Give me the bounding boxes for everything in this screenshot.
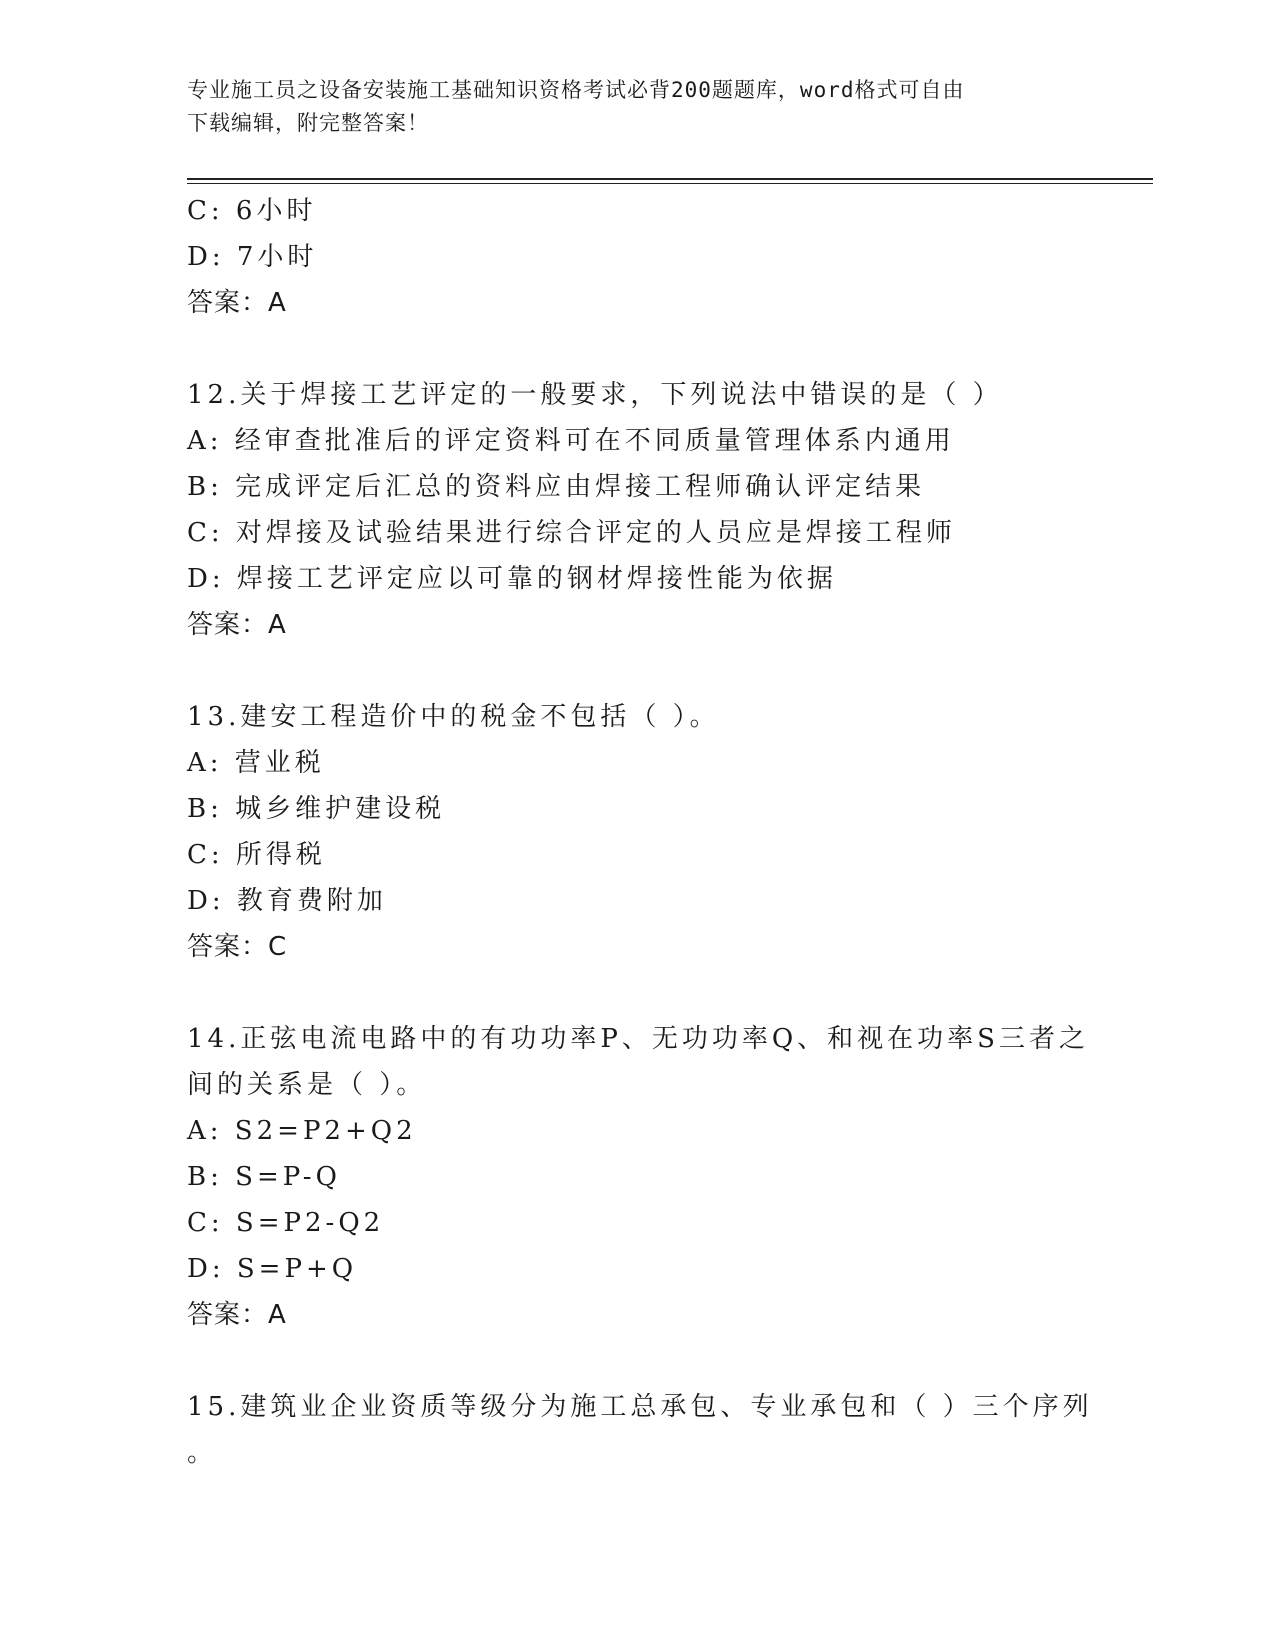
option-a: A: 营业税 [187, 748, 325, 778]
option-a: A: S2=P2+Q2 [187, 1116, 417, 1146]
option-c: C: S=P2-Q2 [187, 1208, 385, 1238]
header-rule-thick [187, 178, 1153, 180]
spacer [187, 1338, 1087, 1384]
answer-line: 答案：A [187, 610, 287, 640]
answer-line: 答案：C [187, 932, 288, 962]
question-12 [187, 372, 1087, 648]
document-body [187, 188, 1093, 1476]
question-stem-line-1: 15.建筑业企业资质等级分为施工总承包、专业承包和（ ）三个序列 [187, 1392, 1093, 1422]
option-c: C: 6小时 [187, 196, 317, 226]
option-d: D: 教育费附加 [187, 886, 387, 916]
option-d: D: 焊接工艺评定应以可靠的钢材焊接性能为依据 [187, 564, 837, 594]
option-b: B: S=P-Q [187, 1162, 341, 1192]
question-11-tail [187, 188, 1087, 326]
option-b: B: 城乡维护建设税 [187, 794, 446, 824]
option-d: D: S=P+Q [187, 1254, 358, 1284]
header-title-line-2: 下载编辑，附完整答案！ [187, 111, 429, 135]
spacer [187, 648, 1087, 694]
option-c: C: 所得税 [187, 840, 326, 870]
answer-line: 答案：A [187, 288, 287, 318]
spacer [187, 326, 1087, 372]
question-stem-line-2: 间的关系是（ ）。 [187, 1070, 427, 1100]
question-stem-line-1: 14.正弦电流电路中的有功功率P、无功功率Q、和视在功率S三者之 [187, 1024, 1089, 1054]
option-a: A: 经审查批准后的评定资料可在不同质量管理体系内通用 [187, 426, 955, 456]
spacer [187, 970, 1087, 1016]
header-rule-thin [187, 183, 1153, 184]
question-13 [187, 694, 1087, 970]
option-c: C: 对焊接及试验结果进行综合评定的人员应是焊接工程师 [187, 518, 956, 548]
header-title-line-1: 专业施工员之设备安装施工基础知识资格考试必背200题题库，word格式可自由 [187, 78, 965, 102]
answer-line: 答案：A [187, 1300, 287, 1330]
question-15 [187, 1384, 1093, 1476]
option-b: B: 完成评定后汇总的资料应由焊接工程师确认评定结果 [187, 472, 926, 502]
document-header [187, 74, 1087, 140]
option-d: D: 7小时 [187, 242, 318, 272]
question-stem: 12.关于焊接工艺评定的一般要求，下列说法中错误的是（ ） [187, 380, 1003, 410]
question-stem: 13.建安工程造价中的税金不包括（ ）。 [187, 702, 720, 732]
question-stem-line-2: 。 [187, 1438, 218, 1468]
question-14 [187, 1016, 1087, 1338]
